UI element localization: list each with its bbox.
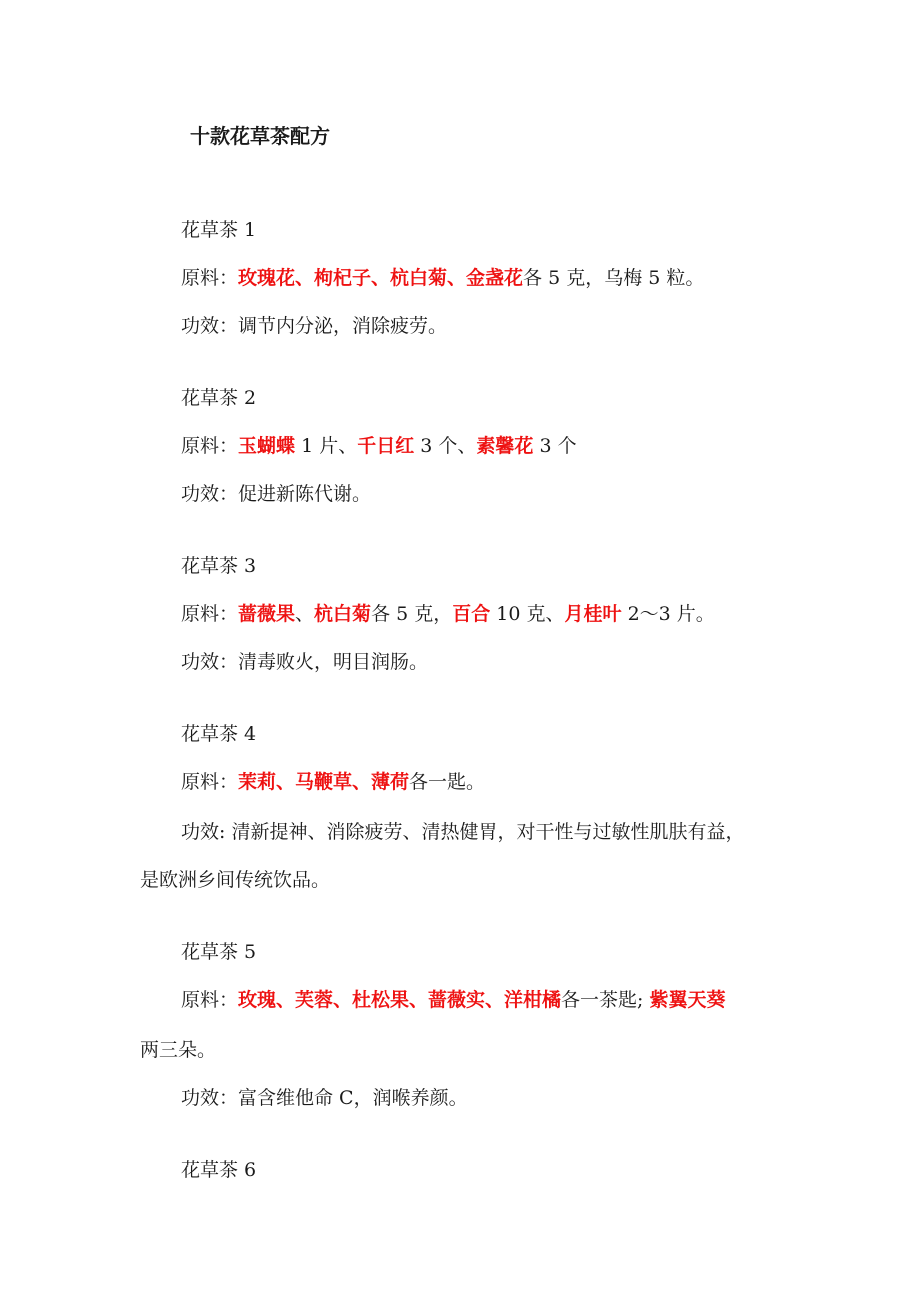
highlighted-ingredient: 千日红 bbox=[357, 435, 415, 457]
recipe-5-ingredients bbox=[181, 986, 726, 1014]
ingredient-text: 各 5 克， bbox=[371, 603, 453, 625]
recipe-3-ingredients bbox=[181, 600, 715, 628]
ingredient-text: 3 个、 bbox=[414, 435, 477, 457]
recipe-5-effect: 功效：富含维他命 C，润喉养颜。 bbox=[181, 1087, 468, 1109]
recipe-1-ingredients bbox=[181, 264, 704, 292]
highlighted-ingredient: 蔷薇果 bbox=[238, 603, 296, 625]
ingredient-text: 2～3 片。 bbox=[621, 603, 715, 625]
highlighted-ingredient: 素馨花 bbox=[476, 435, 534, 457]
document-title: 十款花草茶配方 bbox=[190, 124, 330, 148]
recipe-4-heading: 花草茶 4 bbox=[181, 723, 257, 745]
ingredient-text: 各一匙。 bbox=[409, 771, 486, 793]
ingredient-text: 10 克、 bbox=[490, 603, 565, 625]
recipe-5-heading: 花草茶 5 bbox=[181, 941, 257, 963]
recipe-1-heading: 花草茶 1 bbox=[181, 219, 257, 241]
highlighted-ingredient: 玫瑰、芙蓉、杜松果、蔷薇实、洋柑橘 bbox=[238, 989, 562, 1011]
highlighted-ingredient: 紫翼天葵 bbox=[649, 989, 726, 1011]
recipe-5-ingredients-continued: 两三朵。 bbox=[140, 1039, 217, 1061]
recipe-2-heading: 花草茶 2 bbox=[181, 387, 257, 409]
recipe-4-ingredients bbox=[181, 768, 485, 796]
recipe-4-effect-continued: 是欧洲乡间传统饮品。 bbox=[140, 869, 331, 891]
ingredient-text: 3 个 bbox=[533, 435, 577, 457]
recipe-6-heading: 花草茶 6 bbox=[181, 1159, 257, 1181]
ingredients-label: 原料： bbox=[181, 435, 239, 457]
ingredients-label: 原料： bbox=[181, 603, 239, 625]
ingredients-label: 原料： bbox=[181, 989, 239, 1011]
highlighted-ingredient: 百合 bbox=[452, 603, 491, 625]
highlighted-ingredient: 月桂叶 bbox=[564, 603, 622, 625]
ingredients-label: 原料： bbox=[181, 267, 239, 289]
highlighted-ingredient: 茉莉、马鞭草、薄荷 bbox=[238, 771, 410, 793]
recipe-2-effect: 功效：促进新陈代谢。 bbox=[181, 483, 372, 505]
recipe-3-heading: 花草茶 3 bbox=[181, 555, 257, 577]
recipe-1-effect: 功效：调节内分泌，消除疲劳。 bbox=[181, 315, 448, 337]
ingredient-text: 各一茶匙; bbox=[561, 989, 650, 1011]
highlighted-ingredient: 玫瑰花、枸杞子、杭白菊、金盏花 bbox=[238, 267, 524, 289]
recipe-4-effect: 功效: 清新提神、消除疲劳、清热健胃，对干性与过敏性肌肤有益， bbox=[181, 821, 745, 843]
ingredient-text: 1 片、 bbox=[295, 435, 358, 457]
recipe-2-ingredients bbox=[181, 432, 577, 460]
highlighted-ingredient: 杭白菊 bbox=[314, 603, 372, 625]
highlighted-ingredient: 玉蝴蝶 bbox=[238, 435, 296, 457]
ingredient-text: 各 5 克，乌梅 5 粒。 bbox=[523, 267, 705, 289]
ingredients-label: 原料： bbox=[181, 771, 239, 793]
ingredient-text: 、 bbox=[295, 603, 315, 625]
recipe-3-effect: 功效：清毒败火，明目润肠。 bbox=[181, 651, 429, 673]
